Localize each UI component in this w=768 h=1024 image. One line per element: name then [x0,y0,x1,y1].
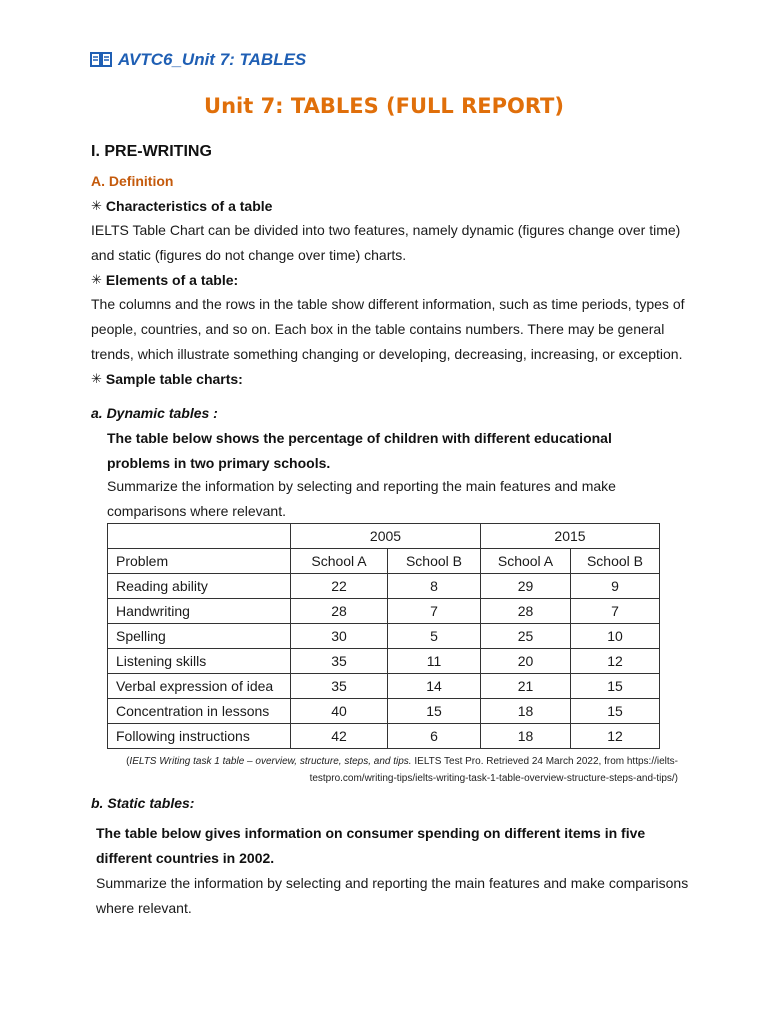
table-header-row [108,549,660,574]
table-cell: 18 [481,699,571,724]
elements-heading [91,272,238,288]
prompt-line: The table below gives information on consumer spending on different items in five [96,825,646,841]
elements-paragraph [91,292,685,367]
column-header: Problem [108,549,291,574]
paragraph-line: IELTS Table Chart can be divided into two features, namely dynamic (figures change over time) [91,222,681,238]
table-cell: 20 [481,649,571,674]
table-cell: 29 [481,574,571,599]
subsection-heading: A. Definition [91,173,174,189]
table-cell: 18 [481,724,571,749]
document-header [90,50,306,70]
table-row [108,624,660,649]
prompt-line: different countries in 2002. [96,850,275,866]
characteristics-paragraph [91,218,680,268]
table-cell: Reading ability [108,574,291,599]
table-cell: 22 [291,574,388,599]
table-row [108,649,660,674]
problems-table [107,523,660,749]
year-header-2005: 2005 [291,524,481,549]
column-header: School B [388,549,481,574]
table-cell: Following instructions [108,724,291,749]
table-cell: 30 [291,624,388,649]
year-header-2015: 2015 [481,524,660,549]
table-row [108,574,660,599]
paragraph-line: people, countries, and so on. Each box in the table contains numbers. There may be general [91,321,665,337]
table-cell: Spelling [108,624,291,649]
citation-link[interactable]: testpro.com/writing-tips/ielts-writing-task-1-table-overview-structure-steps-and-tips/) [309,773,678,784]
table-cell: 12 [571,724,660,749]
column-header: School A [481,549,571,574]
table-cell: 14 [388,674,481,699]
table-cell: 8 [388,574,481,599]
instruction-line: Summarize the information by selecting and reporting the main features and make [107,478,616,494]
page-title: Unit 7: TABLES (FULL REPORT) [204,94,564,118]
static-prompt [96,821,645,871]
table-cell: 7 [388,599,481,624]
table-cell: 7 [571,599,660,624]
table-cell: Verbal expression of idea [108,674,291,699]
elements-heading-text: Elements of a table: [105,272,239,288]
table-cell: 15 [388,699,481,724]
dynamic-prompt [107,426,612,476]
dynamic-instruction [107,474,616,524]
instruction-line: comparisons where relevant. [107,503,286,519]
table-cell: 28 [291,599,388,624]
table-cell: 12 [571,649,660,674]
table-cell: 5 [388,624,481,649]
table-cell: 9 [571,574,660,599]
table-cell: 21 [481,674,571,699]
table-cell: Handwriting [108,599,291,624]
citation-title: IELTS Writing task 1 table – overview, structure, steps, and tips. [129,756,412,767]
table-cell: Listening skills [108,649,291,674]
sample-heading [91,371,243,387]
table-cell: 42 [291,724,388,749]
table-cell: 40 [291,699,388,724]
paragraph-line: The columns and the rows in the table show different information, such as time periods, types of [91,296,685,312]
column-header: School A [291,549,388,574]
asterisk-icon: ✳ [91,371,102,386]
paragraph-line: trends, which illustrate something changing or developing, decreasing, increasing, or exception. [91,346,683,362]
static-tables-heading: b. Static tables: [91,795,195,811]
table-cell: 35 [291,674,388,699]
table-cell: 15 [571,699,660,724]
static-instruction [96,871,688,921]
table-cell: 6 [388,724,481,749]
characteristics-heading [91,198,272,214]
table-year-row [108,524,660,549]
characteristics-heading-text: Characteristics of a table [105,198,273,214]
sample-heading-text: Sample table charts: [105,371,243,387]
instruction-line: where relevant. [96,900,192,916]
prompt-line: The table below shows the percentage of children with different educational [107,430,612,446]
column-header: School B [571,549,660,574]
table-cell: 11 [388,649,481,674]
table-citation [100,753,678,787]
citation-source: IELTS Test Pro. Retrieved 24 March 2022, from https://ielts- [411,756,678,767]
asterisk-icon: ✳ [91,198,102,213]
instruction-line: Summarize the information by selecting and reporting the main features and make comparisons [96,875,689,891]
table-row [108,599,660,624]
table-cell: 10 [571,624,660,649]
book-icon [90,51,112,69]
table-row [108,724,660,749]
prompt-line: problems in two primary schools. [107,455,331,471]
citation-open: ( [126,756,130,767]
asterisk-icon: ✳ [91,272,102,287]
header-text: AVTC6_Unit 7: TABLES [118,50,307,69]
table-cell: 35 [291,649,388,674]
table-row [108,699,660,724]
dynamic-tables-heading: a. Dynamic tables : [91,405,218,421]
paragraph-line: and static (figures do not change over time) charts. [91,247,407,263]
section-heading: I. PRE-WRITING [91,143,212,160]
table-cell [108,524,291,549]
citation-line [100,753,678,770]
table-row [108,674,660,699]
table-cell: Concentration in lessons [108,699,291,724]
table-cell: 28 [481,599,571,624]
table-cell: 25 [481,624,571,649]
table-cell: 15 [571,674,660,699]
